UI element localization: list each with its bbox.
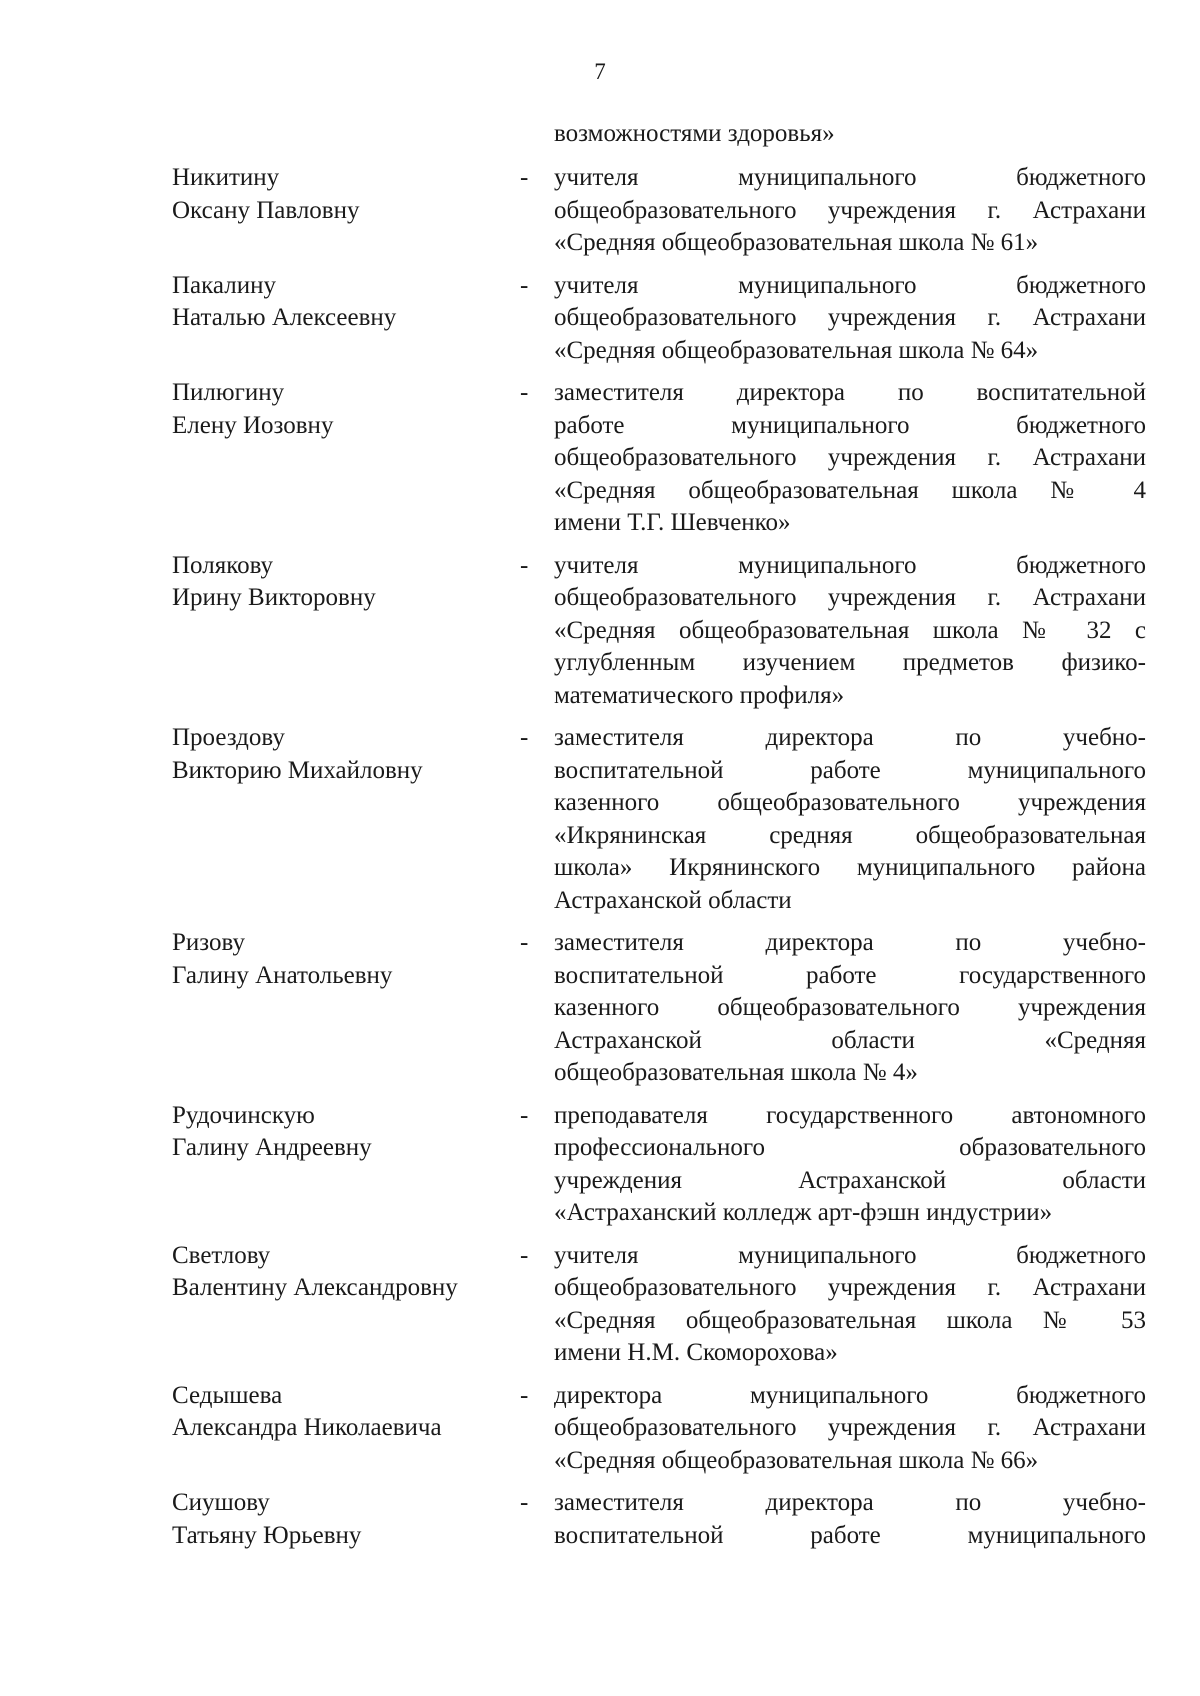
position-description <box>554 162 1146 260</box>
surname: Никитину <box>172 164 280 191</box>
person-name <box>172 1380 520 1478</box>
position-description <box>554 1240 1146 1370</box>
description-line: учителя муниципального бюджетного <box>554 1241 1146 1269</box>
description-line: учителя муниципального бюджетного <box>554 551 1146 579</box>
description-line: общеобразовательного учреждения г. Астрахани <box>554 444 1146 471</box>
surname: Сиушову <box>172 1489 270 1516</box>
given-names: Галину Анатольевну <box>172 961 393 989</box>
description-line: учреждения Астраханской области <box>554 1166 1146 1194</box>
position-description <box>554 1100 1146 1230</box>
description-line: «Икрянинская средняя общеобразовательная <box>554 821 1146 849</box>
description-line: «Средняя общеобразовательная школа № 53 <box>554 1306 1146 1334</box>
separator-dash: - <box>520 1381 529 1409</box>
list-item <box>172 1380 1146 1478</box>
list-item <box>172 270 1146 368</box>
surname: Рудочинскую <box>172 1101 315 1129</box>
separator-dash: - <box>520 1101 529 1129</box>
description-line: воспитательной работе муниципального <box>554 756 1146 784</box>
description-line: заместителя директора по учебно- <box>554 1489 1146 1516</box>
description-line: работе муниципального бюджетного <box>554 411 1146 439</box>
carryover-text: возможностями здоровья» <box>554 120 835 147</box>
list-item <box>172 1100 1146 1230</box>
description-line: имени Т.Г. Шевченко» <box>554 509 791 536</box>
description-line: «Средняя общеобразовательная школа № 32 с <box>554 616 1146 644</box>
given-names: Александра Николаевича <box>172 1414 442 1441</box>
given-names: Оксану Павловну <box>172 196 360 224</box>
person-name <box>172 550 520 713</box>
list-item <box>172 927 1146 1090</box>
surname: Пилюгину <box>172 379 285 406</box>
description-line: заместителя директора по учебно- <box>554 929 1146 956</box>
list-item <box>172 722 1146 917</box>
position-description <box>554 550 1146 713</box>
surname: Седышева <box>172 1381 283 1409</box>
description-line: общеобразовательного учреждения г. Астрахани <box>554 584 1146 611</box>
person-name <box>172 927 520 1090</box>
description-line: «Средняя общеобразовательная школа № 61» <box>554 229 1039 256</box>
description-line: «Средняя общеобразовательная школа № 66» <box>554 1446 1039 1474</box>
position-description <box>554 1487 1146 1552</box>
person-name <box>172 1100 520 1230</box>
description-line: школа» Икрянинского муниципального района <box>554 854 1146 881</box>
description-line: казенного общеобразовательного учреждения <box>554 789 1146 816</box>
surname: Пакалину <box>172 271 276 299</box>
list-item <box>172 1240 1146 1370</box>
person-name <box>172 270 520 368</box>
description-line: общеобразовательного учреждения г. Астрахани <box>554 1274 1146 1301</box>
description-line: воспитательной работе государственного <box>554 961 1146 989</box>
separator-dash: - <box>520 271 529 299</box>
list-item <box>172 162 1146 260</box>
description-line: директора муниципального бюджетного <box>554 1381 1146 1409</box>
separator-dash: - <box>520 929 529 956</box>
description-line: преподавателя государственного автономного <box>554 1101 1146 1129</box>
person-name <box>172 377 520 540</box>
surname: Ризову <box>172 929 245 956</box>
description-line: казенного общеобразовательного учреждения <box>554 994 1146 1021</box>
description-line: «Астраханский колледж арт-фэшн индустрии» <box>554 1199 1053 1226</box>
description-line: учителя муниципального бюджетного <box>554 271 1146 299</box>
person-name <box>172 1487 520 1552</box>
position-description <box>554 722 1146 917</box>
given-names: Валентину Александровну <box>172 1274 458 1301</box>
given-names: Ирину Викторовну <box>172 584 376 611</box>
separator-dash: - <box>520 1241 529 1269</box>
description-line: профессионального образовательного <box>554 1134 1146 1161</box>
given-names: Викторию Михайловну <box>172 756 423 784</box>
description-line: «Средняя общеобразовательная школа № 64» <box>554 336 1039 364</box>
person-name <box>172 162 520 260</box>
award-list <box>172 162 1146 1562</box>
person-name <box>172 1240 520 1370</box>
description-line: общеобразовательного учреждения г. Астрахани <box>554 304 1146 331</box>
description-line: углубленным изучением предметов физико- <box>554 649 1146 676</box>
description-line: заместителя директора по учебно- <box>554 724 1146 751</box>
given-names: Наталью Алексеевну <box>172 304 397 331</box>
description-line: Астраханской области <box>554 886 792 914</box>
given-names: Галину Андреевну <box>172 1134 372 1161</box>
position-description <box>554 270 1146 368</box>
page-number: 7 <box>594 59 606 84</box>
separator-dash: - <box>520 724 529 751</box>
separator-dash: - <box>520 551 529 579</box>
surname: Полякову <box>172 551 274 579</box>
separator-dash: - <box>520 1489 529 1516</box>
position-description <box>554 927 1146 1090</box>
list-item <box>172 550 1146 713</box>
description-line: учителя муниципального бюджетного <box>554 164 1146 191</box>
description-line: «Средняя общеобразовательная школа № 4 <box>554 476 1146 504</box>
description-line: общеобразовательного учреждения г. Астрахани <box>554 1414 1146 1441</box>
position-description <box>554 377 1146 540</box>
position-description <box>554 1380 1146 1478</box>
description-line: общеобразовательного учреждения г. Астрахани <box>554 196 1146 224</box>
separator-dash: - <box>520 379 529 406</box>
description-line: Астраханской области «Средняя <box>554 1026 1146 1054</box>
list-item <box>172 1487 1146 1552</box>
surname: Светлову <box>172 1241 271 1269</box>
list-item <box>172 377 1146 540</box>
person-name <box>172 722 520 917</box>
description-line: математического профиля» <box>554 681 845 709</box>
description-line: воспитательной работе муниципального <box>554 1521 1146 1549</box>
given-names: Елену Иозовну <box>172 411 334 439</box>
description-line: общеобразовательная школа № 4» <box>554 1059 918 1086</box>
separator-dash: - <box>520 164 529 191</box>
given-names: Татьяну Юрьевну <box>172 1521 362 1549</box>
surname: Проездову <box>172 724 285 751</box>
description-line: имени Н.М. Скоморохова» <box>554 1339 838 1366</box>
description-line: заместителя директора по воспитательной <box>554 379 1146 406</box>
